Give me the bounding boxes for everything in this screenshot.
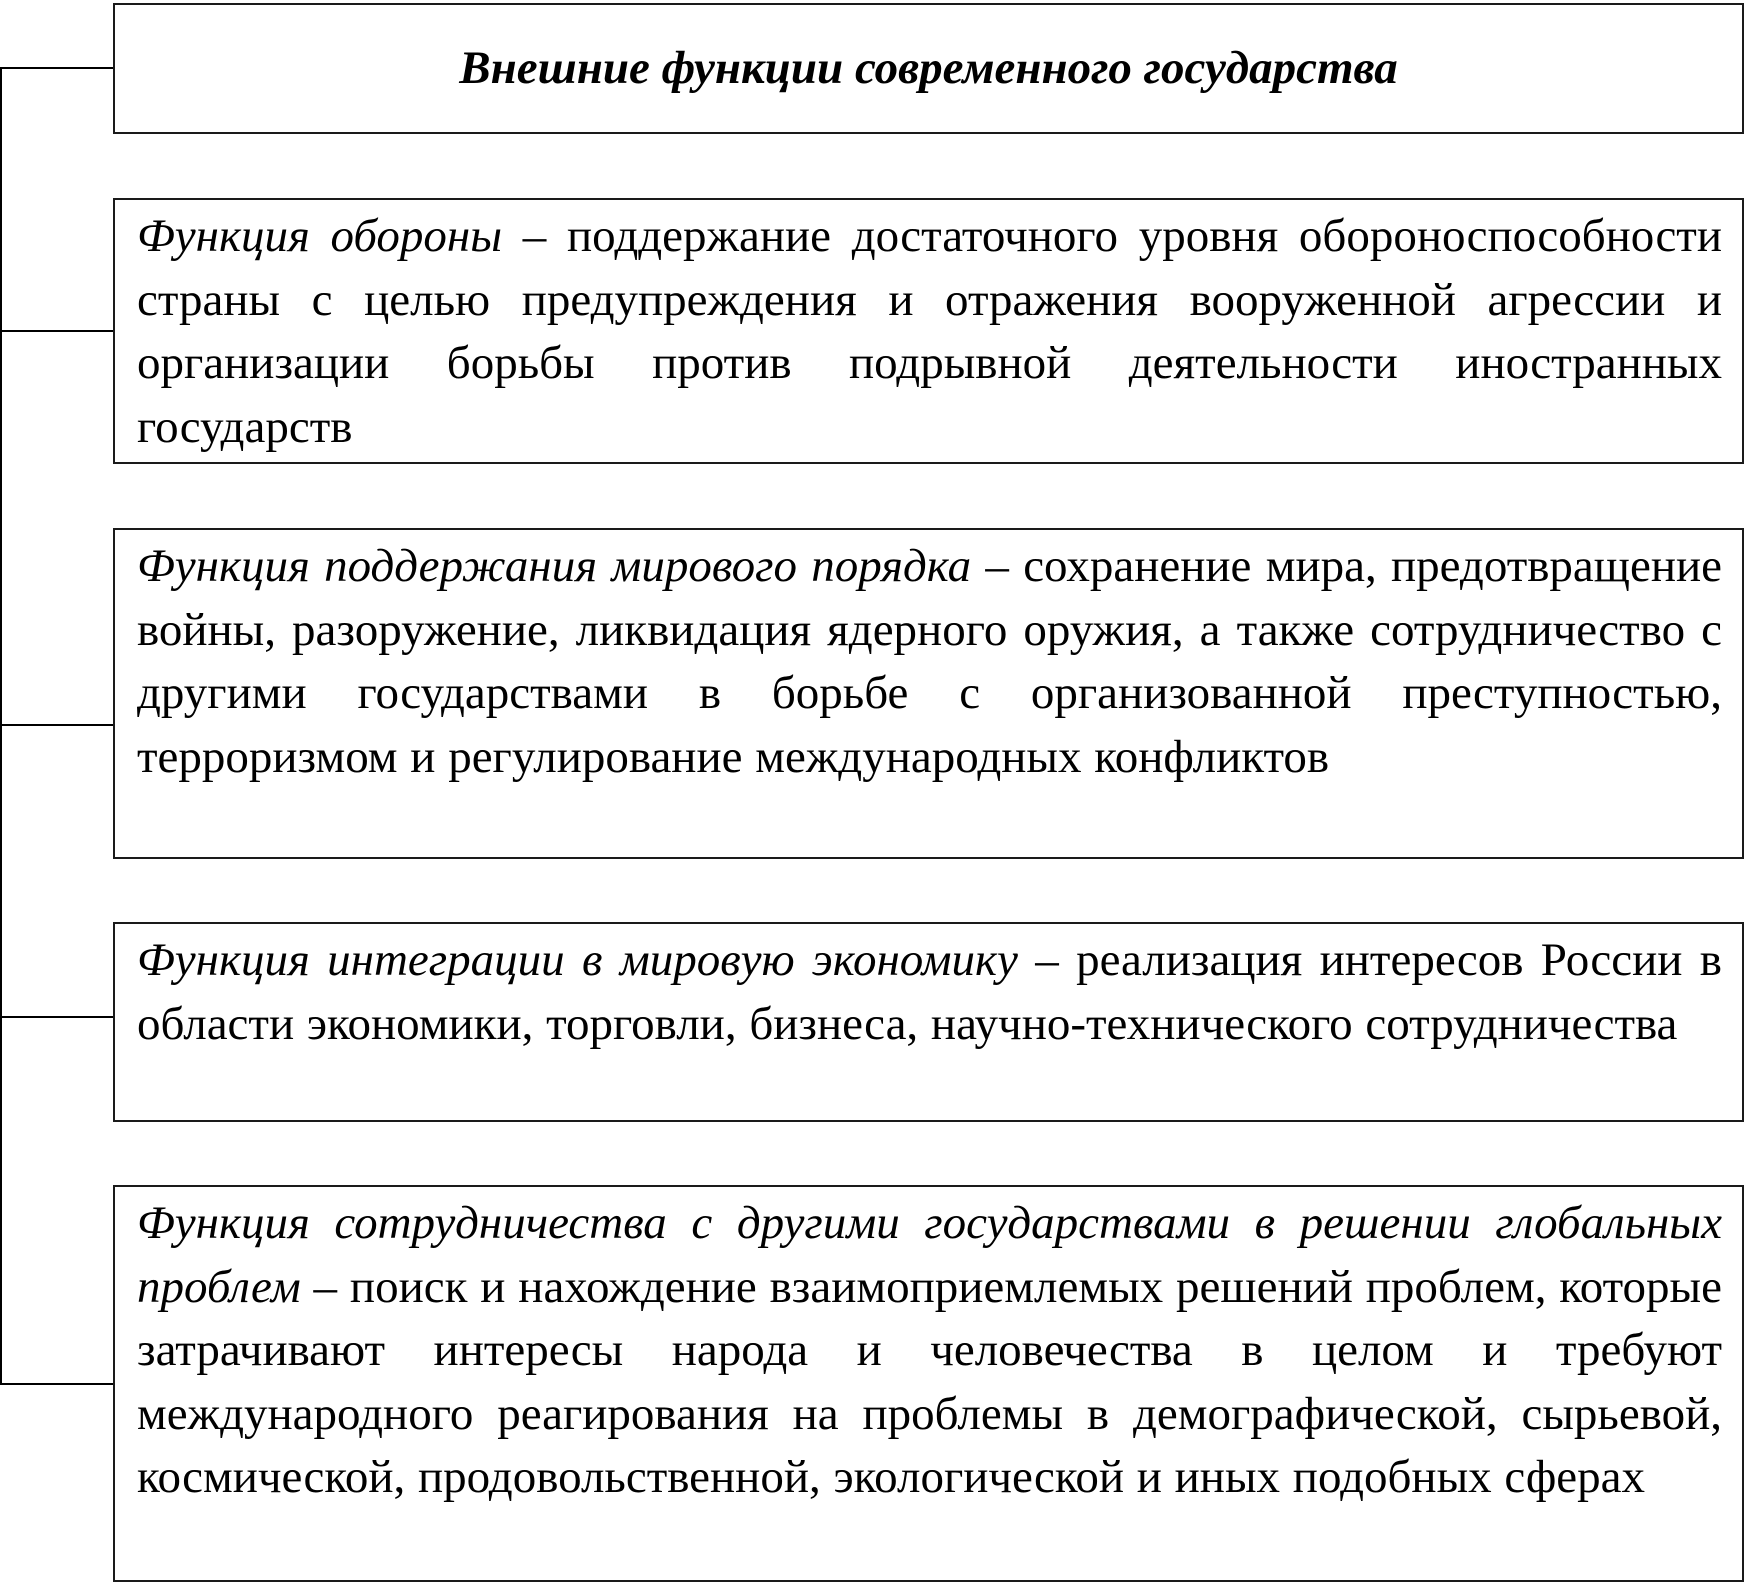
function-separator: – <box>502 210 568 262</box>
function-name: Функция сотрудничества с другими государствами в решении глобальных проблем <box>137 1197 1722 1313</box>
connector-function-2-line <box>0 724 114 726</box>
function-text <box>137 929 1722 1056</box>
diagram-title: Внешние функции современного государства <box>459 42 1398 94</box>
connector-function-3-line <box>0 1016 114 1018</box>
function-separator: – <box>1017 934 1077 986</box>
function-name: Функция интеграции в мировую экономику <box>137 934 1018 986</box>
function-box-world-order <box>113 528 1744 859</box>
function-description: поддержание достаточного уровня обороноспособности страны с целью предупреждения и отражения вооруженной агрессии и организации борьбы против подрывной деятельности иностранных государств <box>137 210 1722 453</box>
function-separator: – <box>300 1260 350 1313</box>
function-separator: – <box>971 540 1024 592</box>
function-description: сохранение мира, предотвращение войны, разоружение, ликвидация ядерного оружия, а также сотрудничество с другими государствами в борьбе с организованной преступностью, терроризмом и регулирование международных конфликтов <box>137 540 1723 783</box>
function-text <box>137 535 1722 789</box>
function-box-global-problems <box>113 1185 1744 1582</box>
function-text <box>137 1192 1722 1510</box>
connector-title-line <box>0 67 114 69</box>
connector-function-1-line <box>0 330 114 332</box>
function-name: Функция поддержания мирового порядка <box>137 540 972 592</box>
function-name: Функция обороны <box>137 210 503 262</box>
connector-function-4-line <box>0 1383 114 1385</box>
function-description: поиск и нахождение взаимоприемлемых решений проблем, которые затрачивают интересы народа и человечества в целом и требуют международного реагирования на проблемы в демографической, сырьевой, космической, продовольственной, экологической и иных подобных сферах <box>137 1260 1722 1503</box>
function-box-defense <box>113 198 1744 464</box>
function-text <box>137 205 1722 459</box>
diagram-title-box <box>113 3 1744 134</box>
connector-vertical-line <box>0 67 2 1385</box>
function-description: реализация интересов России в области экономики, торговли, бизнеса, научно-технического сотрудничества <box>137 934 1722 1050</box>
function-box-economic-integration <box>113 922 1744 1122</box>
